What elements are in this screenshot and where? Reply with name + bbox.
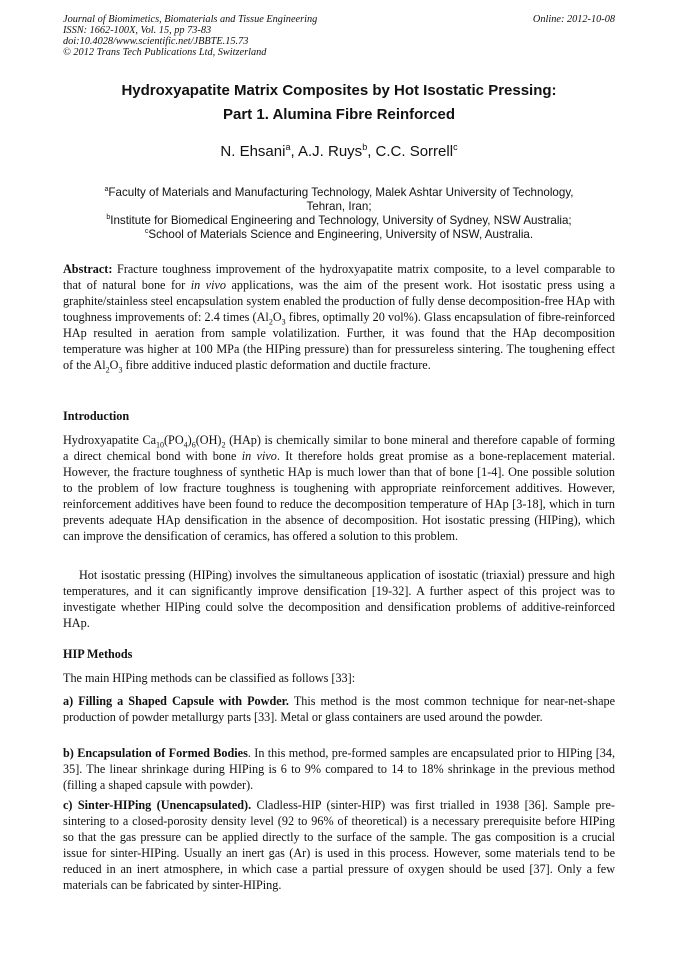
paragraph-text: . It therefore holds great promise as a bone-replacement material. However, the fracture toughness of synthetic HAp is much lower than that of bone [1-4]. One possible solution to the problem of low fracture toughness is toughening with appropriate reinforcement additives. However, reinforcement additives have been found to reduce the decomposition temperature of HAp [3-18], which in turn prevents adequate HAp densification in the absence of decomposition. Hot isostatic pressing (HIPing), which can improve the densification of ceramics, has offered a solution to this problem. — [63, 449, 615, 543]
abstract-text: O — [272, 310, 282, 324]
issn-info: ISSN: 1662-100X, Vol. 15, pp 73-83 — [63, 25, 212, 36]
author-affiliation-mark: a — [285, 142, 291, 152]
affiliation-text: School of Materials Science and Engineering, University of NSW, Australia. — [148, 227, 534, 241]
paragraph-text: (PO — [164, 433, 184, 447]
abstract — [63, 261, 615, 373]
method-text: This method is the most common technique for near-net-shape production of powder metallurgy parts [33]. Metal or glass containers are used around the powder. — [63, 694, 615, 724]
paragraph-text: in vivo — [241, 449, 277, 463]
hip-method-a — [63, 693, 615, 725]
method-label: a) Filling a Shaped Capsule with Powder. — [63, 694, 289, 708]
paper-title-line-2: Part 1. Alumina Fibre Reinforced — [223, 106, 455, 123]
affiliation-mark: c — [144, 228, 149, 235]
method-text: . In this method, pre-formed samples are encapsulated prior to HIPing [34, 35]. The linear shrinkage during HIPing is 6 to 9% compared to 14 to 18% shrinkage in the previous method (filling a shaped capsule with powder). — [63, 746, 615, 792]
introduction-paragraph-2: Hot isostatic pressing (HIPing) involves the simultaneous application of isostatic (triaxial) pressure and high temperatures, and it can significantly improve densification [19-32]. A further aspect of this project was to investigate whether HIPing could solve the decomposition and densification problems of additive-reinforced HAp. — [63, 568, 615, 630]
hip-method-b — [63, 745, 615, 793]
online-date: Online: 2012-10-08 — [532, 14, 615, 25]
subscript: 10 — [156, 440, 164, 450]
subscript: 6 — [191, 440, 196, 450]
author-affiliation-mark: c — [453, 142, 458, 152]
affiliation-c — [0, 225, 678, 242]
paragraph-text: Hydroxyapatite Ca — [63, 433, 156, 447]
subscript: 2 — [105, 365, 110, 375]
author-affiliation-mark: b — [362, 142, 368, 152]
doi-link[interactable]: doi:10.4028/www.scientific.net/JBBTE.15.73 — [63, 36, 249, 47]
subscript: 4 — [183, 440, 188, 450]
journal-header — [63, 14, 615, 58]
paragraph-text: (OH) — [195, 433, 222, 447]
section-heading-hip-methods: HIP Methods — [63, 647, 133, 661]
method-text: Cladless-HIP (sinter-HIP) was first trialled in 1938 [36]. Sample pre-sintering to a closed-porosity density level (92 to 96% of theoretical) is a necessary prerequisite before HIPing so that the gas pressure can be applied directly to the surface of the sample. The gas composition is a crucial issue for sinter-HIPing. Usually an inert gas (Ar) is used in this process. However, some materials tend to be reduced in an inert atmosphere, in which case a partial pressure of oxygen should be used [37]. Only a few materials can be fabricated by sinter-HIPing. — [63, 798, 615, 892]
abstract-text: fibre additive induced plastic deformation and ductile fracture. — [122, 358, 431, 372]
affiliation-a — [0, 183, 678, 214]
abstract-label: Abstract: — [63, 262, 113, 276]
abstract-text: fibres, optimally 20 vol%). Glass encapsulation of fibre-reinforced HAp resulted in aeration from sample volatilization. Further, it was found that the HAp decomposition temperature was higher at 100 MPa (the HIPing pressure) than for pressureless sintering. The toughening effect of the Al — [63, 310, 615, 372]
affiliation-text: Tehran, Iran; — [306, 199, 372, 213]
method-label: c) Sinter-HIPing (Unencapsulated). — [63, 798, 252, 812]
hip-method-c — [63, 797, 615, 893]
author-name: C.C. Sorrell — [375, 143, 454, 160]
abstract-text: applications, was the aim of the present work. Hot isostatic press using a graphite/stainless steel encapsulation system enabled the production of fully dense decomposition-free HAp with toughness improvements of: 2.4 times (Al — [63, 278, 616, 324]
hip-methods-intro: The main HIPing methods can be classified as follows [33]: — [63, 671, 356, 685]
method-label: b) Encapsulation of Formed Bodies — [63, 746, 248, 760]
abstract-text: in vivo — [190, 278, 226, 292]
paragraph-text: ) — [187, 433, 192, 447]
paragraph-text: (HAp) is chemically similar to bone mineral and therefore capable of forming a direct chemical bond with bone — [63, 433, 615, 463]
subscript: 3 — [281, 317, 286, 327]
affiliation-text: Institute for Biomedical Engineering and Technology, University of Sydney, NSW Australia; — [110, 213, 572, 227]
abstract-text: Fracture toughness improvement of the hydroxyapatite matrix composite, to a level comparable to that of natural bone for — [63, 262, 615, 292]
affiliation-text: Faculty of Materials and Manufacturing Technology, Malek Ashtar University of Technology, — [108, 185, 574, 199]
affiliation-mark: a — [104, 186, 109, 193]
authors: N. Ehsani$^a$, A.J. Ruys$^b$, C.C. Sorrell$^c$ — [220, 142, 458, 160]
affiliation-mark: b — [106, 214, 111, 221]
abstract-text: O — [109, 358, 119, 372]
section-heading-introduction: Introduction — [63, 409, 130, 423]
journal-name: Journal of Biomimetics, Biomaterials and Tissue Engineering — [63, 14, 318, 25]
author-name: N. Ehsani — [220, 143, 286, 160]
paper-title-line-1: Hydroxyapatite Matrix Composites by Hot Isostatic Pressing: — [121, 82, 557, 99]
introduction-paragraph-1 — [63, 432, 615, 544]
copyright: © 2012 Trans Tech Publications Ltd, Switzerland — [63, 47, 267, 58]
subscript: 2 — [221, 440, 226, 450]
subscript: 3 — [118, 365, 123, 375]
author-name: A.J. Ruys — [298, 143, 363, 160]
subscript: 2 — [268, 317, 273, 327]
